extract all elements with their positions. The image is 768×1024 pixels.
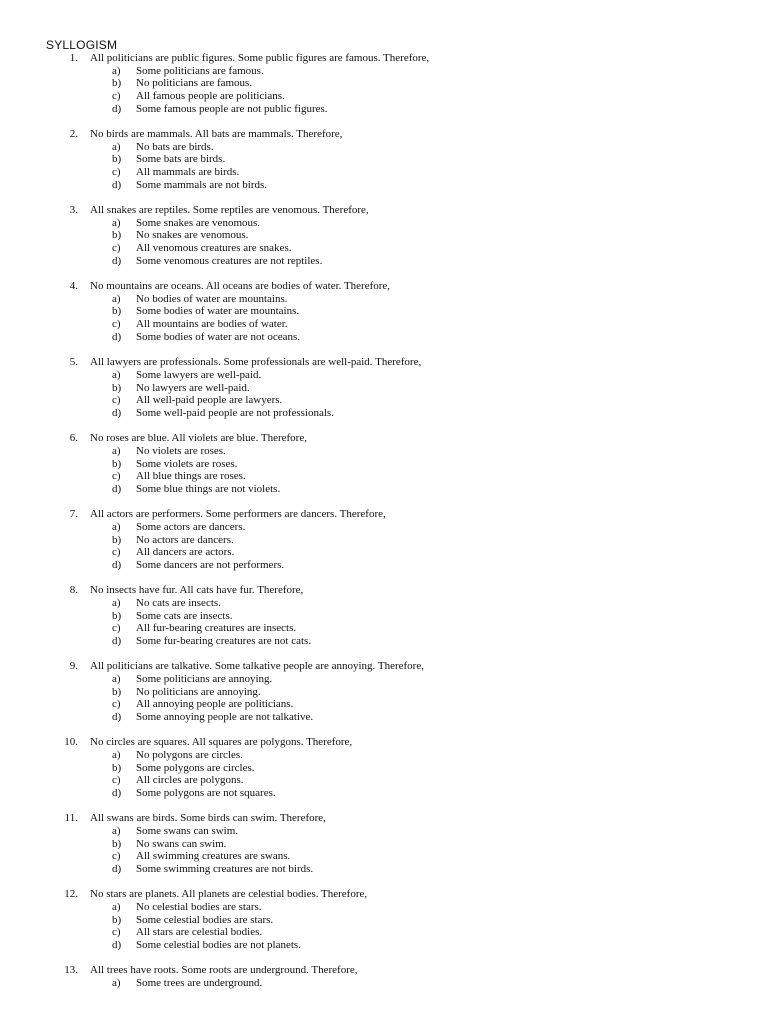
option-list: [0, 65, 768, 116]
question-stem: [0, 812, 768, 825]
option-item: [0, 838, 768, 851]
question-stem: [0, 736, 768, 749]
question-text: All politicians are public figures. Some public figures are famous. Therefore,: [90, 52, 430, 64]
option-text: No celestial bodies are stars.: [136, 901, 262, 914]
question-text: All politicians are talkative. Some talkative people are annoying. Therefore,: [90, 660, 424, 673]
question-text: All lawyers are professionals. Some professionals are well-paid. Therefore,: [90, 356, 422, 369]
option-item: [0, 977, 768, 990]
option-letter: c): [112, 926, 121, 939]
option-letter: d): [112, 711, 122, 723]
option-item: [0, 394, 768, 407]
option-letter: c): [112, 546, 121, 559]
option-text: Some swimming creatures are not birds.: [136, 863, 314, 876]
option-item: [0, 318, 768, 331]
option-item: [0, 610, 768, 623]
option-text: All venomous creatures are snakes.: [136, 242, 292, 255]
option-text: No cats are insects.: [136, 596, 221, 609]
option-letter: b): [112, 761, 122, 774]
option-letter: a): [112, 368, 121, 381]
option-text: Some venomous creatures are not reptiles.: [136, 254, 323, 267]
question-number: 9.: [69, 660, 78, 673]
option-letter: b): [112, 609, 122, 622]
option-text: Some bodies of water are not oceans.: [136, 330, 301, 343]
option-letter: a): [112, 596, 121, 609]
option-text: All blue things are roses.: [136, 470, 246, 483]
option-item: [0, 559, 768, 572]
option-letter: b): [112, 685, 122, 698]
option-text: Some politicians are famous.: [136, 64, 264, 77]
option-text: All swimming creatures are swans.: [136, 850, 291, 863]
option-text: Some famous people are not public figures.: [136, 102, 328, 115]
question-item-3: [0, 204, 768, 267]
question-stem: [0, 508, 768, 521]
question-stem: [0, 432, 768, 445]
question-text: All trees have roots. Some roots are underground. Therefore,: [90, 964, 358, 977]
option-item: [0, 255, 768, 268]
option-item: [0, 483, 768, 496]
option-letter: a): [112, 216, 121, 229]
option-letter: d): [112, 558, 122, 571]
option-item: [0, 749, 768, 762]
option-item: [0, 305, 768, 318]
option-list: [0, 597, 768, 648]
option-letter: a): [112, 520, 121, 533]
option-item: [0, 293, 768, 306]
question-number: 10.: [64, 736, 78, 749]
question-number: 2.: [69, 128, 78, 141]
option-letter: d): [112, 178, 122, 191]
option-list: [0, 825, 768, 876]
option-letter: c): [112, 394, 121, 407]
option-text: All annoying people are politicians.: [136, 698, 294, 711]
option-letter: c): [112, 166, 121, 179]
question-item-1: [0, 52, 768, 115]
option-letter: d): [112, 102, 122, 115]
option-letter: b): [112, 381, 122, 394]
option-list: [0, 901, 768, 952]
option-letter: d): [112, 406, 122, 419]
question-item-10: [0, 736, 768, 799]
option-letter: c): [112, 318, 121, 331]
option-item: [0, 686, 768, 699]
option-text: Some dancers are not performers.: [136, 558, 285, 571]
option-letter: b): [112, 913, 122, 926]
option-letter: a): [112, 901, 121, 914]
option-item: [0, 698, 768, 711]
option-list: [0, 217, 768, 268]
option-text: Some bats are birds.: [136, 153, 226, 166]
option-text: All circles are polygons.: [136, 774, 244, 787]
option-item: [0, 470, 768, 483]
question-number: 1.: [69, 52, 78, 64]
question-item-7: [0, 508, 768, 571]
option-text: Some lawyers are well-paid.: [136, 368, 262, 381]
option-letter: c): [112, 774, 121, 787]
question-number: 8.: [69, 584, 78, 597]
option-text: All well-paid people are lawyers.: [136, 394, 283, 407]
option-letter: a): [112, 825, 121, 837]
option-text: No bodies of water are mountains.: [136, 292, 288, 305]
question-text: No insects have fur. All cats have fur. Therefore,: [90, 584, 304, 597]
option-list: [0, 369, 768, 420]
question-item-9: [0, 660, 768, 723]
question-text: No birds are mammals. All bats are mammals. Therefore,: [90, 128, 343, 141]
option-item: [0, 774, 768, 787]
option-item: [0, 863, 768, 876]
option-text: No polygons are circles.: [136, 748, 243, 761]
option-text: No politicians are annoying.: [136, 685, 261, 698]
option-text: All stars are celestial bodies.: [136, 926, 263, 939]
option-letter: d): [112, 254, 122, 267]
question-text: All swans are birds. Some birds can swim. Therefore,: [90, 812, 326, 825]
document-title: SYLLOGISM: [46, 38, 118, 52]
option-text: No actors are dancers.: [136, 533, 234, 546]
option-item: [0, 546, 768, 559]
option-item: [0, 673, 768, 686]
option-letter: d): [112, 330, 122, 343]
option-letter: b): [112, 457, 122, 470]
question-item-11: [0, 812, 768, 875]
option-list: [0, 141, 768, 192]
option-item: [0, 242, 768, 255]
question-stem: [0, 660, 768, 673]
option-text: No lawyers are well-paid.: [136, 381, 250, 394]
option-text: Some politicians are annoying.: [136, 672, 273, 685]
option-item: [0, 711, 768, 724]
option-item: [0, 407, 768, 420]
option-text: Some mammals are not birds.: [136, 178, 268, 191]
option-letter: d): [112, 482, 122, 495]
option-letter: a): [112, 64, 121, 77]
question-stem: [0, 280, 768, 293]
option-text: Some bodies of water are mountains.: [136, 305, 300, 318]
option-text: Some actors are dancers.: [136, 520, 246, 533]
option-item: [0, 939, 768, 952]
question-item-8: [0, 584, 768, 647]
option-letter: a): [112, 140, 121, 153]
option-item: [0, 926, 768, 939]
option-letter: b): [112, 153, 122, 166]
option-list: [0, 977, 768, 990]
option-text: Some violets are roses.: [136, 457, 238, 470]
option-list: [0, 521, 768, 572]
question-text: No mountains are oceans. All oceans are bodies of water. Therefore,: [90, 280, 391, 293]
option-letter: c): [112, 90, 121, 103]
option-item: [0, 762, 768, 775]
option-letter: b): [112, 305, 122, 318]
question-text: All actors are performers. Some performers are dancers. Therefore,: [90, 508, 386, 521]
option-item: [0, 901, 768, 914]
question-item-4: [0, 280, 768, 343]
option-letter: a): [112, 977, 121, 990]
option-text: All mammals are birds.: [136, 166, 240, 179]
question-stem: [0, 356, 768, 369]
question-stem: [0, 888, 768, 901]
option-item: [0, 521, 768, 534]
option-item: [0, 825, 768, 838]
option-letter: d): [112, 863, 122, 876]
option-text: No violets are roses.: [136, 444, 226, 457]
question-stem: [0, 964, 768, 977]
option-letter: c): [112, 242, 121, 255]
question-number: 4.: [69, 280, 78, 293]
question-number: 12.: [64, 888, 78, 901]
option-text: Some polygons are circles.: [136, 761, 255, 774]
option-list: [0, 293, 768, 344]
option-text: No swans can swim.: [136, 837, 227, 850]
question-item-13: [0, 964, 768, 989]
option-item: [0, 77, 768, 90]
option-text: No bats are birds.: [136, 140, 214, 153]
option-letter: a): [112, 444, 121, 457]
option-item: [0, 103, 768, 116]
option-item: [0, 458, 768, 471]
option-text: Some trees are underground.: [136, 977, 263, 990]
option-item: [0, 635, 768, 648]
option-item: [0, 90, 768, 103]
option-text: All fur-bearing creatures are insects.: [136, 622, 297, 635]
option-text: Some snakes are venomous.: [136, 216, 261, 229]
option-item: [0, 217, 768, 230]
option-text: Some well-paid people are not professionals.: [136, 406, 334, 419]
question-number: 6.: [69, 432, 78, 445]
option-list: [0, 749, 768, 800]
option-text: Some blue things are not violets.: [136, 482, 281, 495]
option-item: [0, 382, 768, 395]
option-item: [0, 850, 768, 863]
option-letter: d): [112, 787, 122, 800]
option-item: [0, 622, 768, 635]
question-stem: [0, 584, 768, 597]
option-item: [0, 445, 768, 458]
option-item: [0, 787, 768, 800]
question-text: No stars are planets. All planets are celestial bodies. Therefore,: [90, 888, 368, 901]
question-stem: [0, 128, 768, 141]
question-item-2: [0, 128, 768, 191]
question-number: 13.: [64, 964, 78, 977]
option-letter: b): [112, 229, 122, 242]
option-text: All mountains are bodies of water.: [136, 318, 288, 331]
option-letter: a): [112, 292, 121, 305]
option-letter: c): [112, 622, 121, 635]
option-letter: a): [112, 748, 121, 761]
question-stem: [0, 52, 768, 65]
option-letter: c): [112, 470, 121, 483]
question-number: 11.: [64, 812, 78, 825]
option-text: Some annoying people are not talkative.: [136, 711, 314, 723]
question-item-6: [0, 432, 768, 495]
option-item: [0, 534, 768, 547]
option-item: [0, 331, 768, 344]
question-stem: [0, 204, 768, 217]
option-letter: c): [112, 698, 121, 711]
option-list: [0, 673, 768, 724]
option-item: [0, 166, 768, 179]
option-letter: c): [112, 850, 121, 863]
option-item: [0, 229, 768, 242]
question-text: No circles are squares. All squares are polygons. Therefore,: [90, 736, 353, 749]
question-item-5: [0, 356, 768, 419]
option-letter: a): [112, 672, 121, 685]
question-number: 5.: [69, 356, 78, 369]
option-text: All dancers are actors.: [136, 546, 235, 559]
option-letter: d): [112, 939, 122, 952]
option-item: [0, 65, 768, 78]
option-letter: b): [112, 533, 122, 546]
question-number: 7.: [69, 508, 78, 521]
option-item: [0, 597, 768, 610]
option-text: Some cats are insects.: [136, 609, 233, 622]
option-text: Some polygons are not squares.: [136, 787, 276, 800]
option-text: Some celestial bodies are stars.: [136, 913, 274, 926]
option-text: Some celestial bodies are not planets.: [136, 939, 301, 952]
option-item: [0, 141, 768, 154]
option-item: [0, 153, 768, 166]
option-text: No snakes are venomous.: [136, 229, 249, 242]
question-text: No roses are blue. All violets are blue. Therefore,: [90, 432, 307, 445]
question-text: All snakes are reptiles. Some reptiles are venomous. Therefore,: [90, 204, 369, 217]
option-text: Some swans can swim.: [136, 825, 239, 837]
question-item-12: [0, 888, 768, 951]
option-item: [0, 914, 768, 927]
option-text: Some fur-bearing creatures are not cats.: [136, 634, 312, 647]
option-list: [0, 445, 768, 496]
question-list: [0, 52, 768, 1002]
option-text: No politicians are famous.: [136, 77, 253, 90]
question-number: 3.: [69, 204, 78, 217]
option-item: [0, 179, 768, 192]
option-letter: b): [112, 837, 122, 850]
option-letter: d): [112, 634, 122, 647]
option-letter: b): [112, 77, 122, 90]
option-text: All famous people are politicians.: [136, 90, 285, 103]
option-item: [0, 369, 768, 382]
